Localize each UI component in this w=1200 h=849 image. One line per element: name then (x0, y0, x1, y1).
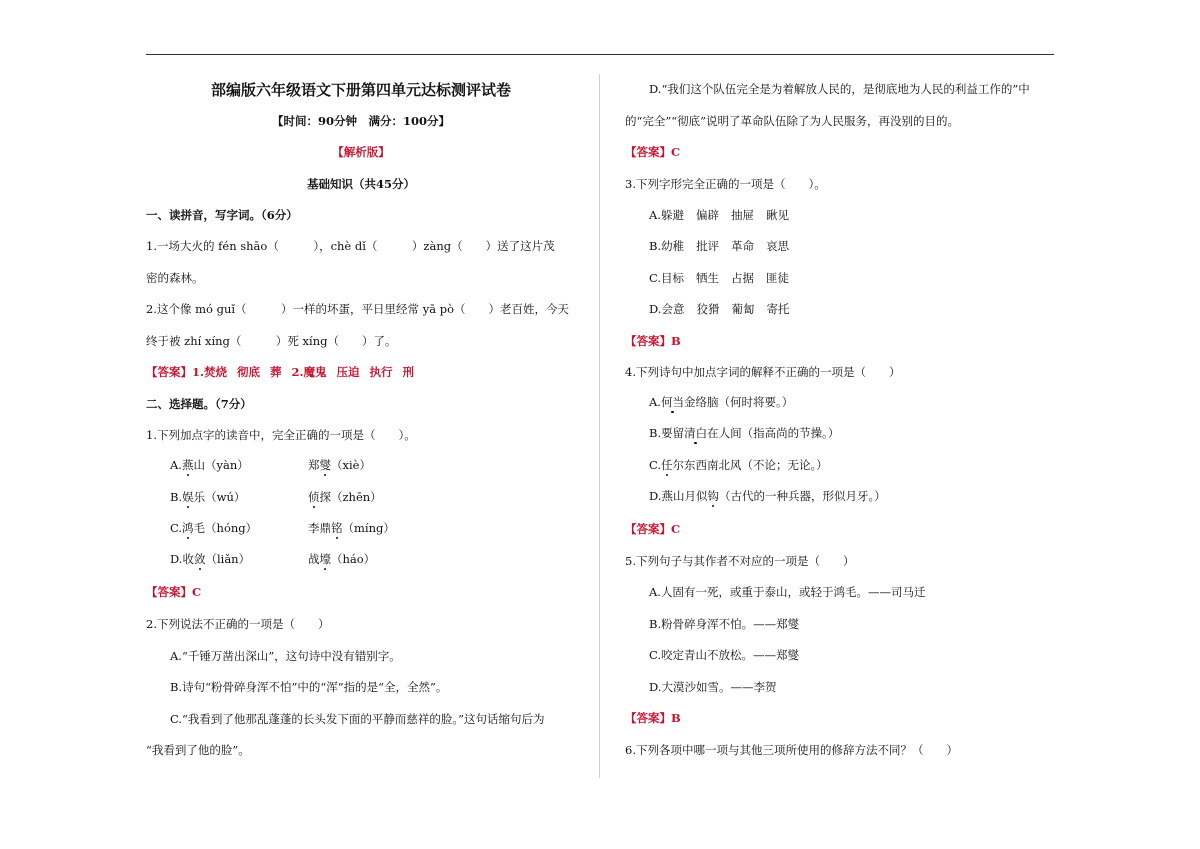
s2-q4-option: A.何当金络脑（何时将要。） (649, 395, 794, 409)
s2-q3-option-row: A.躲避 偏辟 抽屉 瞅见 (649, 208, 789, 222)
s1-answer (146, 364, 414, 380)
s2-q2-answer: 【答案】C (625, 145, 681, 159)
column-divider (599, 74, 600, 778)
exam-title: 部编版六年级语文下册第四单元达标测评试卷 (210, 81, 511, 99)
s2-q2-option-b: B.诗句“粉骨碎身浑不怕”中的“浑”指的是“全，全然”。 (170, 680, 448, 694)
s2-q5-option: C.咬定青山不放松。——郑燮 (649, 648, 800, 662)
answer-label: 【答案】 (146, 365, 192, 379)
s2-q5-option: B.粉骨碎身浑不怕。——郑燮 (649, 617, 800, 631)
header-rule (146, 54, 1054, 55)
s2-q2-option-c-line2: “我看到了他的脸”。 (146, 743, 250, 757)
s2-q4-answer: 【答案】C (625, 522, 681, 536)
s2-q1-option-row: A.燕山（yàn） 郑燮（xiè） (170, 458, 371, 472)
s2-q4-option: B.要留清白在人间（指高尚的节操。） (649, 426, 840, 440)
s2-q1-option-row: B.娱乐（wú） 侦探（zhēn） (170, 490, 382, 504)
section1-heading: 一、读拼音，写字词。（6分） (146, 208, 298, 222)
edition-label: 【解析版】 (332, 145, 390, 159)
exam-meta: 【时间：90分钟 满分：100分】 (271, 114, 450, 128)
s2-q2-option-c-line1: C.“我看到了他那乱蓬蓬的长头发下面的平静而慈祥的脸。”这句话缩句后为 (170, 712, 545, 726)
s2-q5-stem: 5.下列句子与其作者不对应的一项是（ ） (625, 554, 855, 568)
s1-q1-line2: 密的森林。 (146, 271, 204, 285)
s1-q2-line2: 终于被 zhí xíng（ ）死 xíng（ ）了。 (146, 334, 397, 348)
s2-q3-answer: 【答案】B (625, 334, 681, 348)
s2-q2-option-d-line1: D.“我们这个队伍完全是为着解放人民的，是彻底地为人民的利益工作的”中 (649, 82, 1030, 96)
s2-q5-option: A.人固有一死，或重于泰山，或轻于鸿毛。——司马迁 (649, 585, 926, 599)
part-heading: 基础知识（共45分） (306, 177, 415, 191)
s2-q4-stem: 4.下列诗句中加点字词的解释不正确的一项是（ ） (625, 365, 901, 379)
s2-q1-option-row: C.鸿毛（hóng） 李鼎铭（míng） (170, 521, 395, 535)
s2-q3-option-row: C.目标 牺生 占据 匪徒 (649, 271, 790, 285)
s2-q1-stem: 1.下列加点字的读音中，完全正确的一项是（ ）。 (146, 428, 416, 442)
answer-text: 1.焚烧 彻底 葬 2.魔鬼 压迫 执行 刑 (192, 365, 415, 379)
s2-q5-option: D.大漠沙如雪。——李贺 (649, 680, 777, 694)
s2-q1-option-row: D.收敛（liǎn） 战壕（háo） (170, 552, 376, 566)
s2-q3-option-row: D.会意 狡猾 葡匐 寄托 (649, 302, 790, 316)
s2-q6-stem: 6.下列各项中哪一项与其他三项所使用的修辞方法不同？（ ） (625, 743, 958, 757)
s1-q2-line1: 2.这个像 mó guǐ（ ）一样的坏蛋，平日里经常 yā pò（ ）老百姓，今天 (146, 302, 570, 316)
s2-q2-option-d-line2: 的“完全”“彻底”说明了革命队伍除了为人民服务，再没别的目的。 (625, 114, 960, 128)
s2-q1-answer: 【答案】C (146, 585, 202, 599)
s2-q5-answer: 【答案】B (625, 711, 681, 725)
s2-q4-option: D.燕山月似钩（古代的一种兵器，形似月牙。） (649, 489, 886, 503)
section2-heading: 二、选择题。（7分） (146, 397, 252, 411)
s2-q2-stem: 2.下列说法不正确的一项是（ ） (146, 617, 330, 631)
s2-q4-option: C.任尔东西南北风（不论；无论。） (649, 458, 828, 472)
s2-q3-stem: 3.下列字形完全正确的一项是（ ）。 (625, 177, 826, 191)
s2-q2-option-a: A.“千锤万凿出深山”，这句诗中没有错别字。 (170, 649, 401, 663)
s2-q3-option-row: B.幼稚 批评 革命 哀思 (649, 239, 790, 253)
s1-q1-line1: 1.一场大火的 fén shāo（ ），chè dǐ（ ）zàng（ ）送了这片茂 (146, 239, 555, 253)
